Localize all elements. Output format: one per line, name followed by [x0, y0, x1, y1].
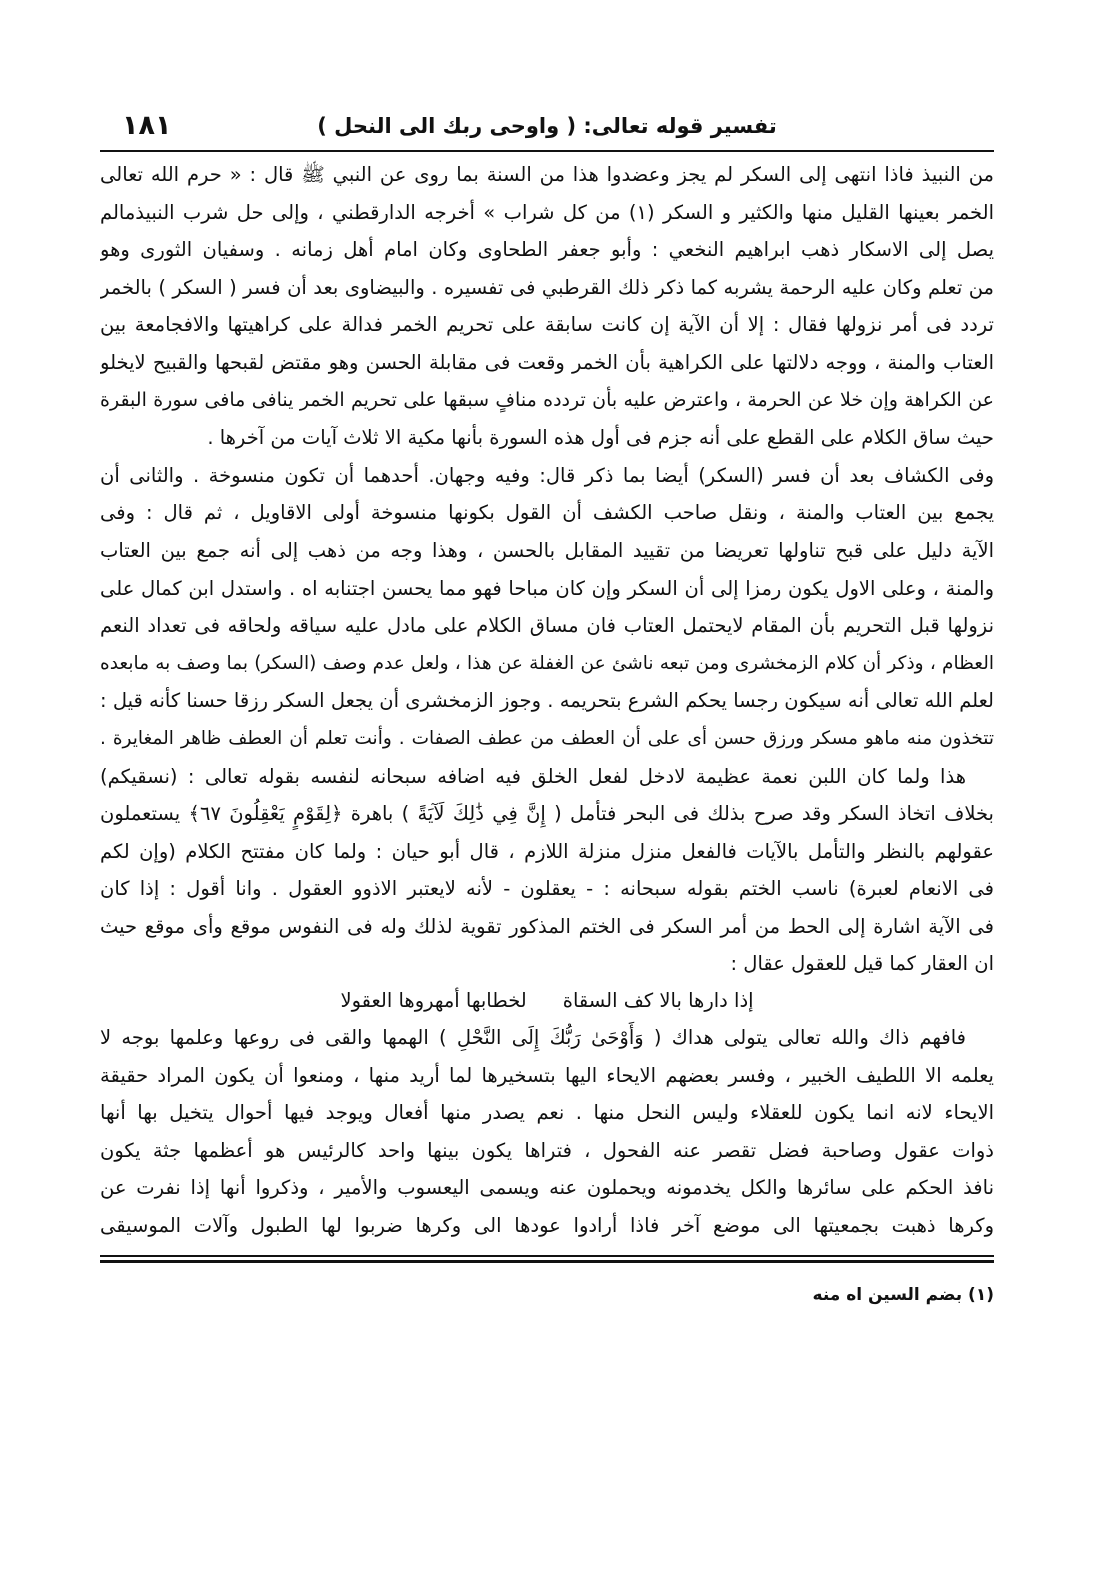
book-page	[100, 106, 994, 1546]
text-line: نزولها قبل التحريم بأن المقام لايحتمل العتاب فان مساق الكلام على مادل عليه سياقه ولحاقه فى تعداد النعم	[100, 614, 994, 638]
footnote: (١) بضم السين اه منه	[812, 1284, 994, 1305]
text-line: فى الانعام لعبرة) ناسب الختم بقوله سبحانه : - يعقلون - لأنه لايعتبر الاذوو العقول . وانا أقول : إذا كان	[100, 877, 994, 901]
text-line: العتاب والمنة ، ووجه دلالتها على الكراهية بأن الخمر وقعت فى مقابلة الحسن وهو مقتض لقبحها والقبيح لايخلو	[100, 350, 994, 374]
poetry-verse	[100, 983, 994, 1019]
text-line: وكرها ذهبت بجمعيتها الى موضع آخر فاذا أرادوا عودها الى وكرها ضربوا لها الطبول وآلات الموسيقى	[100, 1214, 994, 1238]
text-line: الخمر بعينها القليل منها والكثير و السكر (١) من كل شراب » أخرجه الدارقطني ، وإلى حل شرب النبيذمالم	[100, 200, 994, 224]
text-line: الايحاء لانه انما يكون للعقلاء وليس النحل منها . نعم يصدر منها أفعال ويوجد فيها أحوال يتخيل بها أنها	[100, 1101, 994, 1125]
page-number: ١٨١	[122, 110, 172, 141]
header-rule	[100, 150, 994, 152]
text-line: يجمع بين العتاب والمنة ، ونقل صاحب الكشف أن القول بكونها منسوخة أولى الاقاويل ، ثم قال : وفى	[100, 501, 994, 525]
page-header	[100, 106, 994, 146]
text-line: تتخذون منه ماهو مسكر ورزق حسن أى على أن العطف من عطف الصفات . وأنت تعلم أن العطف ظاهر المغايرة .	[100, 727, 994, 749]
text-line: عقولهم بالنظر والتأمل بالآيات فالفعل منزل منزلة اللازم ، قال أبو حيان : ولما كان مفتتح الكلام (وإن لكم	[100, 839, 994, 863]
footnote-rule-thin	[100, 1255, 994, 1257]
text-line: يعلمه الا اللطيف الخبير ، وفسر بعضهم الايحاء اليها بتسخيرها لما أريد منها ، ومنعوا أن يكون المراد حقيقة	[100, 1063, 994, 1087]
text-line: نافذ الحكم على سائرها والكل يخدمونه ويحملون عنه ويسمى اليعسوب والأمير ، وذكروا أنها إذا نفرت عن	[100, 1176, 994, 1200]
text-line: هذا ولما كان اللبن نعمة عظيمة لادخل لفعل الخلق فيه اضافه سبحانه لنفسه بقوله تعالى : (نسقيكم)	[100, 764, 966, 788]
text-line: ذوات عقول وصاحبة فضل تقصر عنه الفحول ، فتراها يكون بينها واحد كالرئيس هو أعظمها جثة يكون	[100, 1138, 994, 1162]
text-line: لعلم الله تعالى أنه سيكون رجسا يحكم الشرع بتحريمه . وجوز الزمخشرى أن يجعل السكر رزقا حسنا كأنه قيل :	[100, 689, 994, 713]
text-line: الآية دليل على قبح تناولها تعريضا من تقييد المقابل بالحسن ، وهذا وجه من ذهب إلى أنه جمع بين العتاب	[100, 538, 994, 562]
text-line: بخلاف اتخاذ السكر وقد صرح بذلك فى البحر فتأمل ( إِنَّ فِي ذَٰلِكَ لَآيَةً ) باهرة ﴿لِقَوْمٍ يَعْقِلُونَ ٦٧﴾ يستعملون	[100, 802, 994, 826]
main-text	[100, 156, 994, 1245]
text-line: فافهم ذاك والله تعالى يتولى هداك ( وَأَوْحَىٰ رَبُّكَ إِلَى النَّحْلِ ) الهمها والقى فى روعها وعلمها بوجه لا	[100, 1026, 966, 1050]
text-line: يصل إلى الاسكار ذهب ابراهيم النخعي : وأبو جعفر الطحاوى وكان امام أهل زمانه . وسفيان الثورى وهو	[100, 238, 994, 262]
text-line: حيث ساق الكلام على القطع على أنه جزم فى أول هذه السورة بأنها مكية الا ثلاث آيات من آخرها .	[207, 426, 994, 450]
text-line: العظام ، وذكر أن كلام الزمخشرى ومن تبعه ناشئ عن الغفلة عن هذا ، ولعل عدم وصف (السكر) بما وصف به مابعده	[100, 652, 994, 674]
text-line: عن الكراهة وإن خلا عن الحرمة ، واعترض عليه بأن تردده منافٍ سبقها على تحريم الخمر ينافى مافى سورة البقرة	[100, 388, 994, 411]
text-line: والمنة ، وعلى الاول يكون رمزا إلى أن السكر وإن كان مباحا فهو مما يحسن اجتنابه اه . واستدل ابن كمال على	[100, 576, 994, 600]
text-line: فى الآية اشارة إلى الحط من أمر السكر فى الختم المذكور تقوية لذلك وله فى النفوس موقع وأى موقع حيث	[100, 914, 994, 938]
text-line: من تعلم وكان عليه الرحمة يشربه كما ذكر ذلك القرطبي فى تفسيره . والبيضاوى بعد أن فسر ( السكر ) بالخمر	[100, 275, 994, 299]
verse-second-hemistich: لخطابها أمهروها العقولا	[340, 989, 527, 1013]
text-line: تردد فى أمر نزولها فقال : إلا أن الآية إن كانت سابقة على تحريم الخمر فدالة على كراهيتها والافجامعة بين	[100, 313, 994, 337]
verse-first-hemistich: إذا دارها بالا كف السقاة	[562, 989, 754, 1013]
text-line: ان العقار كما قيل للعقول عقال :	[730, 952, 994, 976]
text-line: وفى الكشاف بعد أن فسر (السكر) أيضا بما ذكر قال: وفيه وجهان. أحدهما أن تكون منسوخة . والثانى أن	[100, 463, 994, 487]
footnote-rule-thick	[100, 1260, 994, 1263]
text-line: من النبيذ فاذا انتهى إلى السكر لم يجز وعضدوا هذا من السنة بما روى عن النبي ﷺ قال : « حرم الله تعالى	[100, 163, 994, 186]
running-title: تفسير قوله تعالى: ( واوحى ربك الى النحل )	[317, 114, 777, 138]
